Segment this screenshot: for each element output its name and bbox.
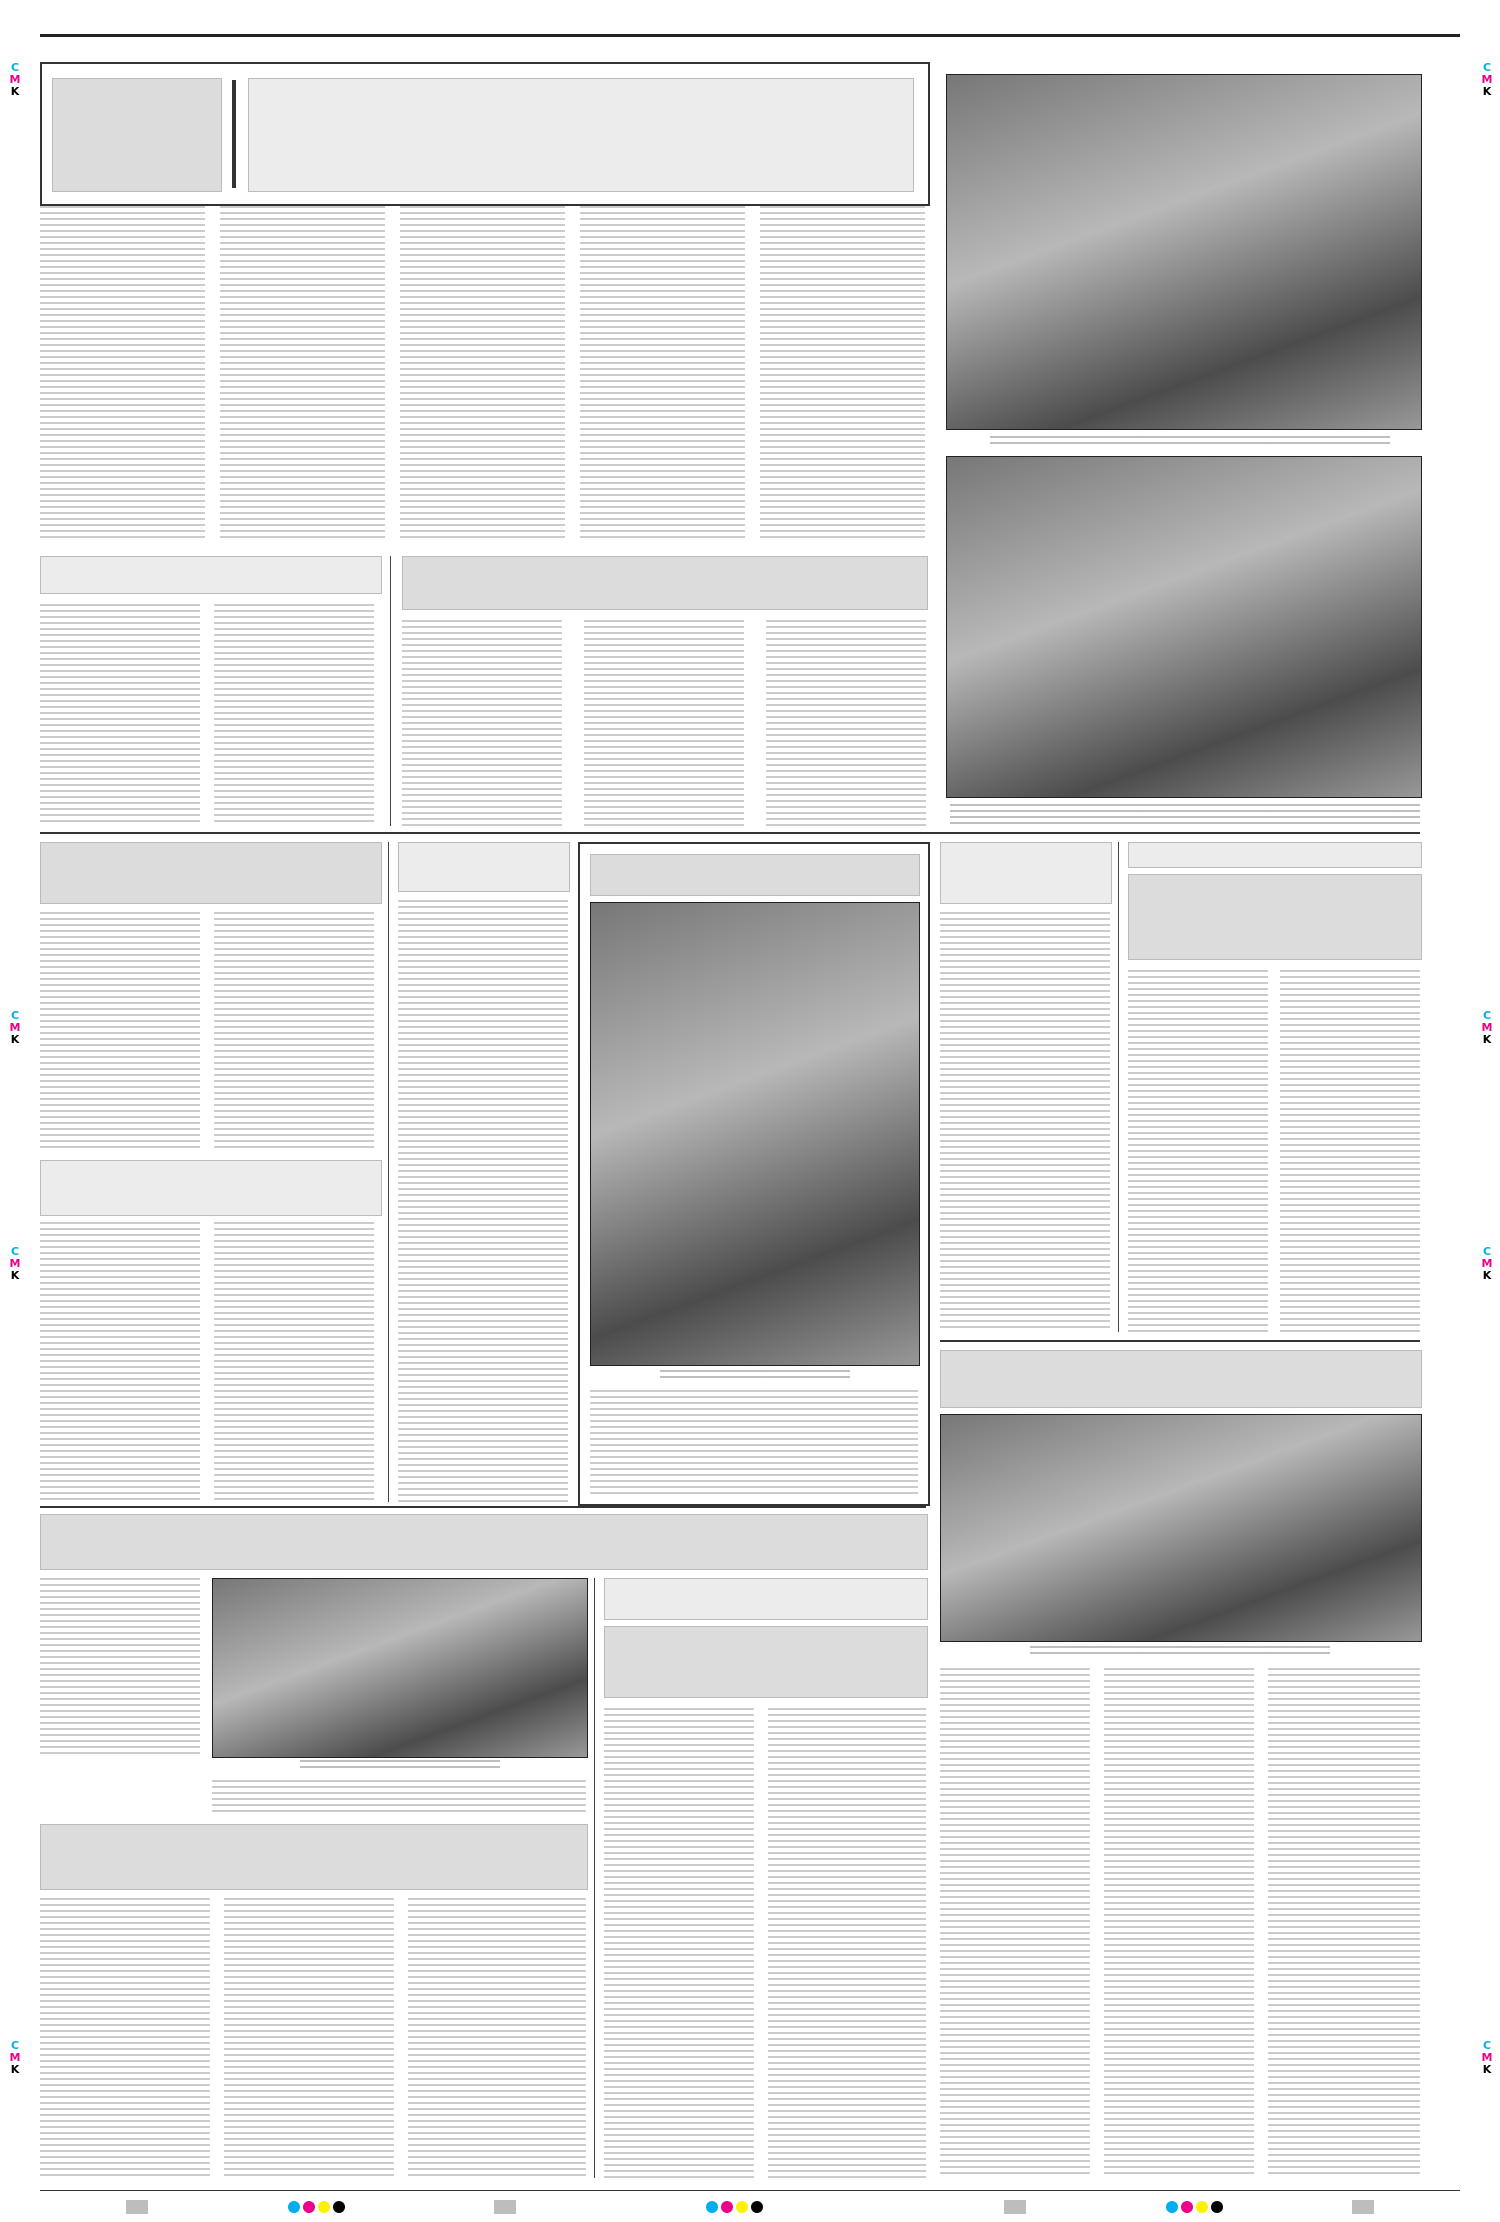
story-three-body-col3 <box>766 620 926 826</box>
story-seven-body <box>590 1390 918 1494</box>
story-five-body-col2 <box>214 1222 374 1502</box>
grey-patch <box>1004 2200 1026 2214</box>
story-six-headline <box>398 842 570 892</box>
story-two-body-col1 <box>40 604 200 826</box>
grey-patch <box>494 2200 516 2214</box>
lead-story-header <box>40 62 930 206</box>
photo-idol <box>590 902 920 1366</box>
registration-mark-bottom-left: C M K <box>9 2039 21 2076</box>
story-eight-headline <box>940 842 1112 904</box>
story-ten-body-cont <box>212 1780 586 1814</box>
story-eleven-body-col1 <box>604 1708 754 2178</box>
story-four-body-col1 <box>40 912 200 1152</box>
story-twelve-body-col1 <box>40 1898 210 2178</box>
story-five-headline <box>40 1160 382 1216</box>
story-nine-headline <box>1128 874 1422 960</box>
lead-story-body <box>40 206 926 546</box>
photo-gaushala <box>946 74 1422 430</box>
registration-mark-lower-left: C M K <box>9 1245 21 1282</box>
story-ten-headline <box>40 1514 928 1570</box>
story-eleven-headline <box>604 1626 928 1698</box>
story-twelve-body-col2 <box>224 1898 394 2178</box>
story-two-headline <box>40 556 382 594</box>
registration-mark-top-left: C M K <box>9 61 21 98</box>
registration-mark-middle-right: C M K <box>1481 1009 1493 1046</box>
story-twelve-headline <box>40 1824 588 1890</box>
story-three-body-col2 <box>584 620 744 826</box>
story-seven-headline <box>590 854 920 896</box>
grey-patch <box>1352 2200 1374 2214</box>
registration-mark-bottom-right: C M K <box>1481 2039 1493 2076</box>
grey-patch <box>126 2200 148 2214</box>
color-bar <box>706 2200 798 2214</box>
caption-workshop <box>300 1760 500 1772</box>
story-four-body-col2 <box>214 912 374 1152</box>
story-thirteen-body-col1 <box>940 1668 1090 2178</box>
story-thirteen-body-col2 <box>1104 1668 1254 2178</box>
story-twelve-body-col3 <box>408 1898 586 2178</box>
caption-plantation <box>950 804 1420 826</box>
registration-mark-top-right: C M K <box>1481 61 1493 98</box>
story-eight-body <box>940 912 1110 1332</box>
lead-story-headline <box>248 78 914 192</box>
story-three-headline <box>402 556 928 610</box>
story-five-body-col1 <box>40 1222 200 1502</box>
registration-mark-lower-right: C M K <box>1481 1245 1493 1282</box>
lead-story-kicker <box>52 78 222 192</box>
story-thirteen-body-col3 <box>1268 1668 1420 2178</box>
story-nine-kicker <box>1128 842 1422 868</box>
masthead <box>40 8 1460 37</box>
story-nine-body-col2 <box>1280 970 1420 1332</box>
registration-mark-middle-left: C M K <box>9 1009 21 1046</box>
color-bar <box>1166 2200 1258 2214</box>
caption-gaushala <box>990 436 1390 448</box>
story-three-body-col1 <box>402 620 562 826</box>
photo-plantation <box>946 456 1422 798</box>
story-six-body <box>398 900 568 1502</box>
story-seven-box <box>578 842 930 1506</box>
caption-council-meeting <box>1030 1646 1330 1658</box>
story-eleven-kicker <box>604 1578 928 1620</box>
story-ten-body <box>40 1578 200 1758</box>
story-eleven-body-col2 <box>768 1708 926 2178</box>
story-four-headline <box>40 842 382 904</box>
story-thirteen-headline <box>940 1350 1422 1408</box>
story-two-body-col2 <box>214 604 374 826</box>
photo-council-meeting <box>940 1414 1422 1642</box>
story-nine-body-col1 <box>1128 970 1268 1332</box>
caption-idol <box>660 1370 850 1382</box>
photo-workshop <box>212 1578 588 1758</box>
color-bar <box>288 2200 380 2214</box>
